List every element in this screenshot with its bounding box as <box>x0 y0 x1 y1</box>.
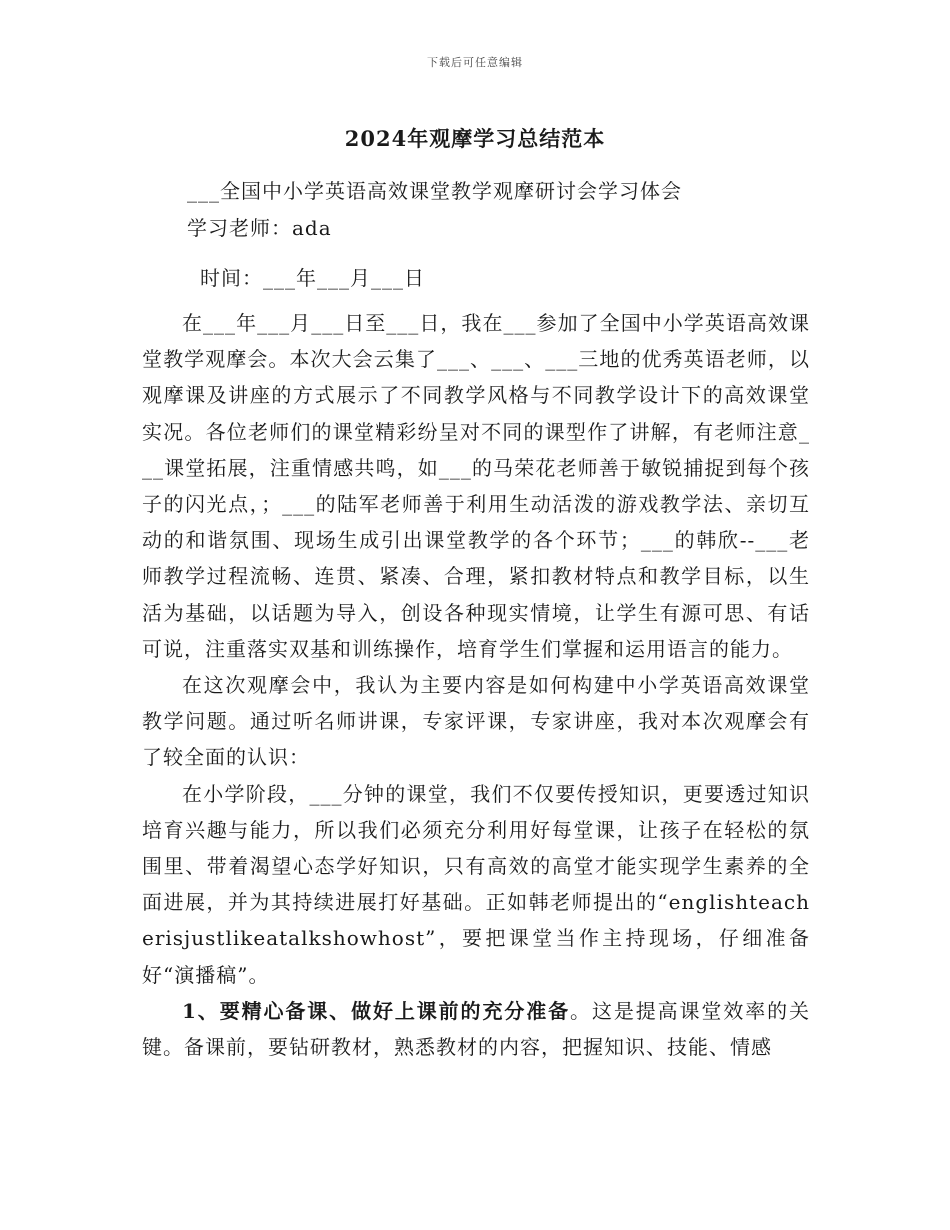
bold-heading: 1、要精心备课、做好上课前的充分准备 <box>182 998 571 1023</box>
paragraph-text: 。这是提高课堂效率的关键。备课前，要钻研教材，熟悉教材的内容，把握知识、技能、情感 <box>142 998 811 1060</box>
document-body <box>142 305 810 1065</box>
subtitle: ___全国中小学英语高效课堂教学观摩研讨会学习体会 <box>187 179 682 203</box>
document-title: 2024年观摩学习总结范本 <box>344 126 606 151</box>
paragraph: 在小学阶段，___分钟的课堂，我们不仅要传授知识，更要透过知识培育兴趣与能力，所以我们必须充分利用好每堂课，让孩子在轻松的氛围里、带着渴望心态学好知识，只有高效的高堂才能实现学生素养的全面进展，并为其持续进展打好基础。正如韩老师提出的“englishteacherisjustlikeatalkshowhost”，要把课堂当作主持现场，仔细准备好“演播稿”。 <box>142 781 810 987</box>
author-line: 学习老师：ada <box>187 216 332 240</box>
paragraph <box>142 993 810 1065</box>
paragraph: 在这次观摩会中，我认为主要内容是如何构建中小学英语高效课堂教学问题。通过听名师讲课，专家评课，专家讲座，我对本次观摩会有了较全面的认识： <box>142 673 810 770</box>
paragraph: 在___年___月___日至___日，我在___参加了全国中小学英语高效课堂教学观摩会。本次大会云集了___、___、___三地的优秀英语老师，以观摩课及讲座的方式展示了不同教学风格与不同教学设计下的高效课堂实况。各位老师们的课堂精彩纷呈对不同的课型作了讲解，有老师注意___课堂拓展，注重情感共鸣，如___的马荣花老师善于敏锐捕捉到每个孩子的闪光点，；___的陆军老师善于利用生动活泼的游戏教学法、亲切互动的和谐氛围、现场生成引出课堂教学的各个环节；___的韩欣--___老师教学过程流畅、连贯、紧凑、合理，紧扣教材特点和教学目标，以生活为基础，以话题为导入，创设各种现实情境，让学生有源可思、有话可说，注重落实双基和训练操作，培育学生们掌握和运用语言的能力。 <box>142 311 810 661</box>
header-note: 下载后可任意编辑 <box>427 56 523 69</box>
date-line: 时间：___年___月___日 <box>200 266 425 290</box>
